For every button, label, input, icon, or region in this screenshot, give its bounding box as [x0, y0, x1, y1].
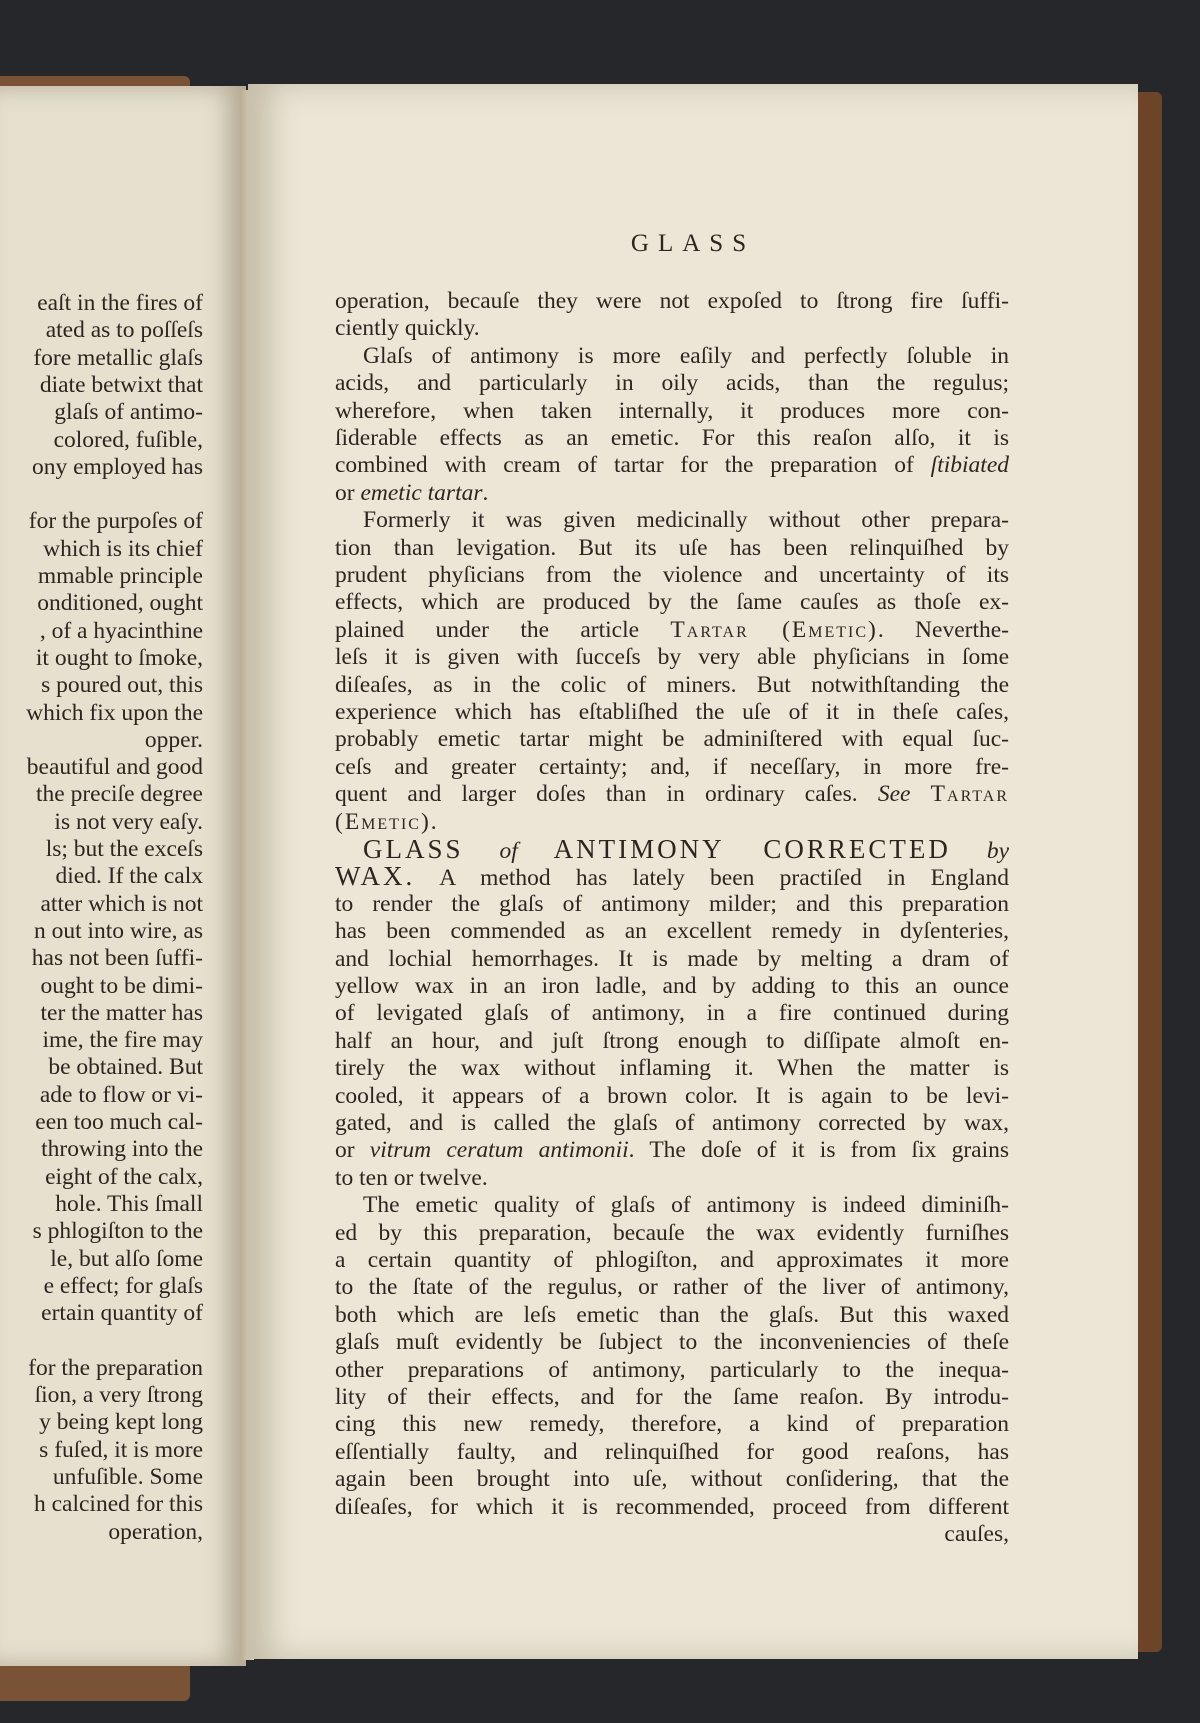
text-line — [335, 1083, 1009, 1110]
text-line — [335, 1192, 1009, 1219]
text-segment: or — [335, 479, 361, 506]
right-page — [248, 84, 1138, 1659]
text-line — [335, 809, 1009, 836]
text-line — [335, 1274, 1009, 1301]
text-line — [335, 946, 1009, 973]
text-segment: tirely the wax without inflaming it. When the matter is — [335, 1055, 1009, 1082]
text-line: unfuſible. Some — [52, 1463, 203, 1490]
text-line — [335, 644, 1009, 671]
text-segment: Tartar (Emetic) — [670, 616, 878, 643]
text-segment: diſeaſes, as in the colic of miners. But notwithſtanding the — [335, 671, 1009, 698]
text-segment: tion than levigation. But its uſe has been relinquiſhed by — [335, 534, 1009, 561]
text-line — [335, 672, 1009, 699]
text-line: beautiful and good — [26, 754, 203, 781]
text-segment: lity of their effects, and for the ſame reaſon. By introdu- — [335, 1384, 1009, 1410]
text-line: h calcined for this — [33, 1491, 203, 1518]
text-segment: ſiderable effects as an emetic. For this reaſon alſo, it is — [335, 425, 1009, 451]
text-segment: or — [335, 1137, 370, 1164]
text-line — [335, 1411, 1009, 1438]
text-line: for the purpoſes of — [28, 508, 203, 535]
text-segment: ſtibiated — [930, 452, 1009, 479]
text-line: colored, fuſible, — [53, 426, 203, 453]
text-segment: Glaſs of antimony is more eaſily and perfectly ſoluble in — [363, 342, 1009, 369]
text-line — [335, 1357, 1009, 1384]
text-segment: GLASS — [363, 834, 464, 864]
text-line: eight of the calx, — [45, 1163, 203, 1190]
text-line: which fix upon the — [26, 699, 203, 726]
text-line — [335, 781, 1009, 808]
text-line — [335, 836, 1009, 865]
text-segment: has been commended as an excellent remedy in dyſenteries, — [335, 918, 1009, 945]
text-line: s phlogiſton to the — [32, 1218, 203, 1245]
text-line — [335, 343, 1009, 370]
text-line — [335, 863, 1009, 892]
text-segment: emetic tartar — [360, 479, 483, 506]
left-page — [0, 86, 246, 1666]
running-head: GLASS — [630, 230, 756, 257]
text-line: ime, the fire may — [42, 1027, 203, 1054]
text-line: throwing into the — [41, 1136, 203, 1163]
text-line — [335, 1137, 1009, 1164]
text-segment: . — [482, 479, 489, 506]
text-segment — [518, 838, 554, 864]
text-line — [335, 1165, 1009, 1192]
text-segment: . Neverthe- — [877, 616, 1010, 643]
text-line — [335, 1247, 1009, 1274]
text-segment: effects, which are produced by the ſame cauſes as thoſe ex- — [335, 589, 1009, 616]
text-segment: by — [986, 838, 1009, 864]
text-line: for the preparation — [28, 1354, 203, 1381]
text-segment: vitrum ceratum antimonii — [369, 1137, 629, 1164]
text-segment: The emetic quality of glaſs of antimony is indeed diminiſh- — [363, 1192, 1009, 1219]
text-line — [335, 425, 1009, 452]
text-line: which is its chief — [43, 535, 203, 562]
text-segment: gated, and is called the glaſs of antimony corrected by wax, — [335, 1110, 1009, 1136]
text-line: onditioned, ought — [37, 590, 203, 617]
text-segment: operation, becauſe they were not expoſed to ſtrong fire ſuffi- — [335, 288, 1009, 314]
text-line: ls; but the exceſs — [45, 836, 203, 862]
text-line: ated as to poſſeſs — [45, 317, 203, 344]
text-segment: ciently quickly. — [335, 315, 480, 342]
text-line: fore metallic glaſs — [33, 344, 203, 371]
text-line — [335, 1494, 1009, 1521]
text-line: ertain quantity of — [41, 1300, 203, 1327]
text-line: is not very eaſy. — [54, 808, 203, 835]
text-segment: glaſs muſt evidently be ſubject to the inconveniencies of theſe — [335, 1329, 1009, 1356]
text-segment: again been brought into uſe, without conſidering, that the — [335, 1466, 1009, 1493]
text-segment: quent and larger doſes than in ordinary caſes. — [335, 781, 878, 808]
text-segment: a certain quantity of phlogiſton, and approximates it more — [335, 1247, 1009, 1273]
text-line — [335, 973, 1009, 1000]
text-line: ought to be dimi- — [40, 972, 203, 999]
text-segment: cauſes, — [944, 1521, 1009, 1547]
text-segment: experience which has eſtabliſhed the uſe of it in theſe caſes, — [335, 699, 1009, 725]
text-segment: prudent phyſicians from the violence and uncertainty of its — [335, 562, 1009, 588]
text-line — [335, 699, 1009, 726]
text-line: atter which is not — [40, 890, 203, 917]
text-line: the preciſe degree — [35, 781, 203, 808]
text-line — [335, 315, 1009, 342]
text-line — [335, 1055, 1009, 1082]
text-line — [335, 891, 1009, 918]
text-line: y being kept long — [39, 1409, 203, 1436]
text-segment: acids, and particularly in oily acids, than the regulus; — [335, 370, 1009, 397]
text-line: be obtained. But — [48, 1054, 203, 1081]
text-line: , of a hyacinthine — [39, 617, 203, 644]
text-line — [335, 1329, 1009, 1356]
text-segment: Tartar — [930, 781, 1010, 808]
text-segment: diſeaſes, for which it is recommended, proceed from different — [335, 1493, 1009, 1520]
text-line — [335, 562, 1009, 589]
text-line: died. If the calx — [55, 863, 203, 890]
text-line: has not been ſuffi- — [31, 945, 203, 972]
text-line: eaſt in the fires of — [37, 290, 203, 316]
text-line — [335, 370, 1009, 397]
text-segment: A method has lately been practiſed in England — [415, 865, 1009, 892]
text-segment — [910, 781, 930, 807]
text-line — [335, 452, 1009, 479]
text-segment: ed by this preparation, becauſe the wax evidently furniſhes — [335, 1219, 1009, 1246]
text-line: ony employed has — [32, 453, 203, 480]
text-segment: WAX. — [335, 861, 416, 892]
text-segment: Formerly it was given medicinally without other prepara- — [363, 507, 1009, 534]
text-segment: of levigated glaſs of antimony, in a fire continued during — [335, 1000, 1009, 1027]
text-segment: to ten or twelve. — [335, 1164, 488, 1191]
text-line: s poured out, this — [41, 672, 203, 699]
text-segment: other preparations of antimony, particularly to the inequa- — [335, 1356, 1009, 1383]
text-line — [335, 288, 1009, 315]
text-segment: See — [877, 781, 911, 808]
text-line: e effect; for glaſs — [43, 1272, 203, 1299]
text-line: ter the matter has — [40, 999, 203, 1026]
text-line: operation, — [108, 1518, 203, 1545]
text-line — [335, 1384, 1009, 1411]
text-line — [335, 918, 1009, 945]
text-line — [335, 1000, 1009, 1027]
text-line: ade to flow or vi- — [39, 1081, 203, 1108]
text-segment: combined with cream of tartar for the preparation of — [335, 452, 931, 479]
text-segment: eſſentially faulty, and relinquiſhed for good reaſons, has — [335, 1438, 1009, 1465]
text-line — [335, 754, 1009, 781]
text-segment: plained under the article — [335, 616, 671, 643]
text-line — [335, 1302, 1009, 1329]
text-segment: to the ſtate of the regulus, or rather of the liver of antimony, — [335, 1274, 1009, 1301]
text-line: hole. This ſmall — [55, 1190, 203, 1217]
text-segment — [951, 838, 987, 864]
text-line: s fuſed, it is more — [39, 1436, 203, 1463]
text-segment: (Emetic) — [335, 808, 431, 835]
text-line — [335, 1466, 1009, 1493]
text-line — [335, 398, 1009, 425]
text-line — [335, 1110, 1009, 1137]
text-line: opper. — [144, 726, 203, 753]
text-line: it ought to ſmoke, — [35, 644, 203, 671]
text-segment: probably emetic tartar might be adminiſtered with equal ſuc- — [335, 726, 1009, 753]
text-segment: leſs it is given with ſucceſs by very able phyſicians in ſome — [335, 644, 1009, 671]
text-line — [335, 726, 1009, 753]
text-line — [335, 1028, 1009, 1055]
text-line — [335, 589, 1009, 616]
text-line: ſion, a very ſtrong — [34, 1382, 203, 1408]
text-line: diate betwixt that — [39, 371, 203, 398]
text-line — [335, 1521, 1009, 1548]
text-segment — [464, 838, 500, 864]
text-line: le, but alſo ſome — [50, 1245, 203, 1272]
text-segment: of — [499, 838, 518, 864]
text-segment: cooled, it appears of a brown color. It is again to be levi- — [335, 1082, 1009, 1109]
text-line — [335, 507, 1009, 534]
text-line: mmable principle — [37, 563, 203, 589]
text-line — [335, 1439, 1009, 1466]
text-segment: cing this new remedy, therefore, a kind of preparation — [335, 1411, 1009, 1438]
text-segment: yellow wax in an iron ladle, and by adding to this an ounce — [335, 973, 1009, 999]
text-line: een too much cal- — [35, 1109, 203, 1135]
text-line: glaſs of antimo- — [54, 399, 203, 426]
text-segment: . — [430, 808, 437, 835]
text-segment: . The doſe of it is from ſix grains — [628, 1137, 1010, 1164]
text-segment: and lochial hemorrhages. It is made by melting a dram of — [335, 945, 1009, 972]
text-line — [335, 1220, 1009, 1247]
text-segment: to render the glaſs of antimony milder; and this preparation — [335, 890, 1009, 917]
text-segment: both which are leſs emetic than the glaſs. But this waxed — [335, 1301, 1009, 1328]
text-line: n out into wire, as — [33, 917, 203, 944]
text-segment: ANTIMONY CORRECTED — [553, 834, 951, 864]
text-segment: ceſs and greater certainty; and, if neceſſary, in more fre- — [335, 753, 1009, 780]
text-segment: wherefore, when taken internally, it produces more con- — [335, 397, 1009, 424]
text-line — [335, 535, 1009, 562]
text-line — [335, 480, 1009, 507]
text-segment: half an hour, and juſt ſtrong enough to diſſipate almoſt en- — [335, 1027, 1009, 1054]
text-line — [335, 617, 1009, 644]
